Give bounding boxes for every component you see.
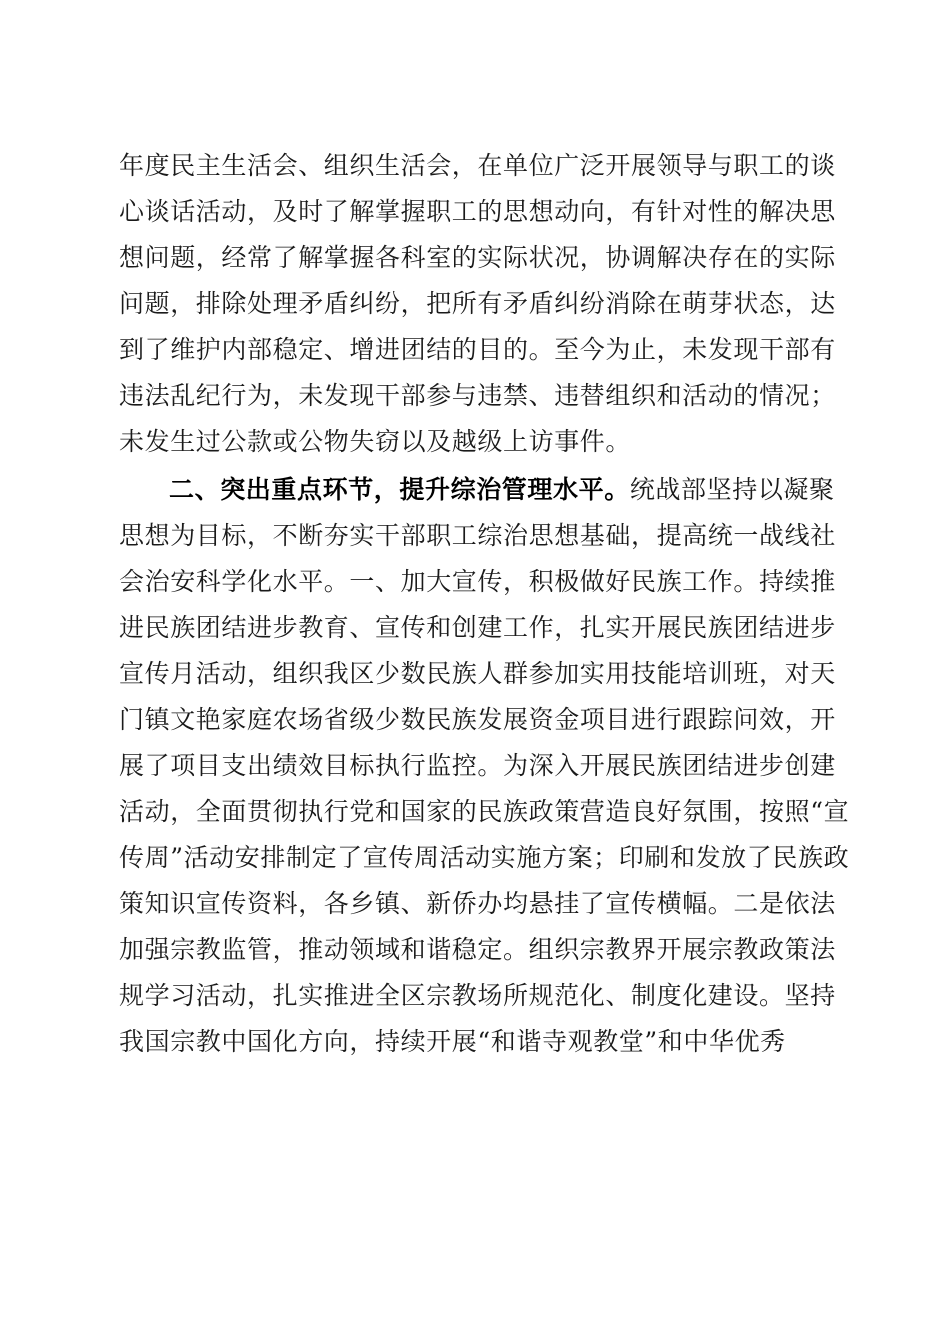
paragraph-line: 问题，排除处理矛盾纠纷，把所有矛盾纠纷消除在萌芽状态，达 <box>119 289 836 318</box>
paragraph-text: 统战部坚持以凝聚 <box>629 475 835 504</box>
paragraph-1 <box>119 143 836 465</box>
paragraph-line: 会治安科学化水平。一、加大宣传，积极做好民族工作。持续推 <box>119 567 836 596</box>
paragraph-line: 传周”活动安排制定了宣传周活动实施方案；印刷和发放了民族政 <box>119 843 850 872</box>
paragraph-line: 进民族团结进步教育、宣传和创建工作，扎实开展民族团结进步 <box>119 613 836 642</box>
paragraph-2 <box>119 467 850 1065</box>
paragraph-line: 年度民主生活会、组织生活会，在单位广泛开展领导与职工的谈 <box>119 151 836 180</box>
paragraph-line: 加强宗教监管，推动领域和谐稳定。组织宗教界开展宗教政策法 <box>119 935 836 964</box>
section-heading: 二、突出重点环节，提升综治管理水平。 <box>169 475 630 504</box>
paragraph-line: 策知识宣传资料，各乡镇、新侨办均悬挂了宣传横幅。二是依法 <box>119 889 836 918</box>
paragraph-line: 门镇文艳家庭农场省级少数民族发展资金项目进行跟踪问效，开 <box>119 705 836 734</box>
paragraph-line: 违法乱纪行为，未发现干部参与违禁、违替组织和活动的情况； <box>119 381 836 410</box>
paragraph-line: 到了维护内部稳定、增进团结的目的。至今为止，未发现干部有 <box>119 335 836 364</box>
paragraph-first-line <box>119 467 833 513</box>
paragraph-line: 展了项目支出绩效目标执行监控。为深入开展民族团结进步创建 <box>119 751 836 780</box>
paragraph-line: 我国宗教中国化方向，持续开展“和谐寺观教堂”和中华优秀 <box>119 1027 786 1056</box>
paragraph-line: 未发生过公款或公物失窃以及越级上访事件。 <box>119 427 632 456</box>
paragraph-line: 心谈话活动，及时了解掌握职工的思想动向，有针对性的解决思 <box>119 197 836 226</box>
paragraph-line: 想问题，经常了解掌握各科室的实际状况，协调解决存在的实际 <box>119 243 836 272</box>
paragraph-line: 宣传月活动，组织我区少数民族人群参加实用技能培训班，对天 <box>119 659 836 688</box>
paragraph-line: 活动，全面贯彻执行党和国家的民族政策营造良好氛围，按照“宣 <box>119 797 850 826</box>
paragraph-line: 规学习活动，扎实推进全区宗教场所规范化、制度化建设。坚持 <box>119 981 836 1010</box>
paragraph-line: 思想为目标，不断夯实干部职工综治思想基础，提高统一战线社 <box>119 521 836 550</box>
